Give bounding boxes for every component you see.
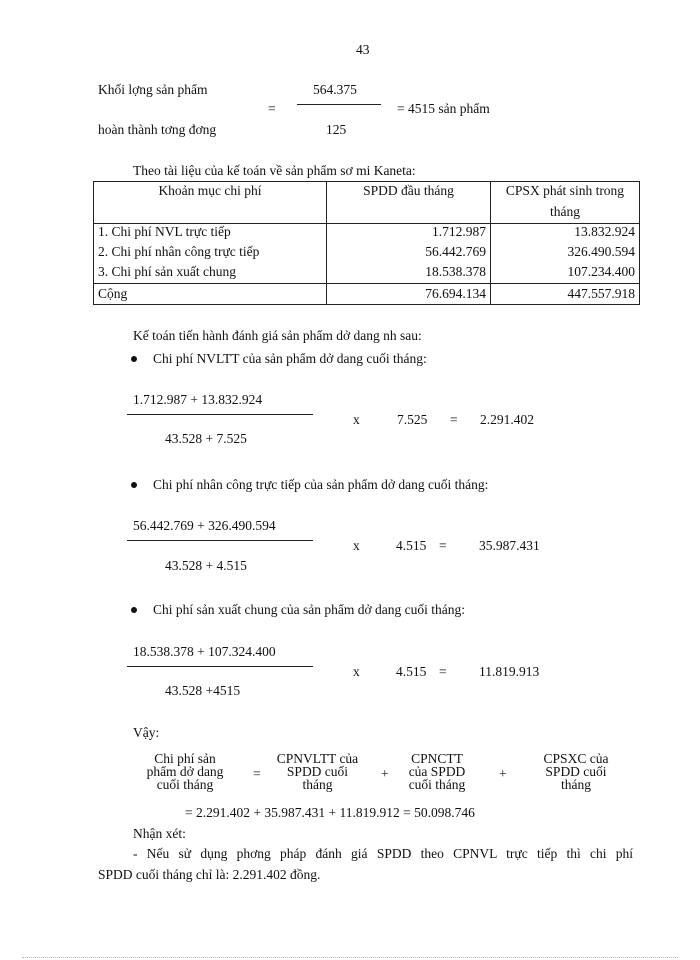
summary-term-labor: CPNCTT của SPDD cuối tháng <box>408 751 466 792</box>
table-row-incurred: 326.490.594 <box>567 244 635 259</box>
calc-equals: = <box>439 664 447 679</box>
calc-numerator: 18.538.378 + 107.324.400 <box>133 644 276 659</box>
header-incurred-cost-month: tháng <box>550 204 580 219</box>
fraction-bar <box>127 540 313 541</box>
calc-equals: = <box>439 538 447 553</box>
table-total-opening: 76.694.134 <box>425 286 486 301</box>
table-row-incurred: 13.832.924 <box>574 224 635 239</box>
formula-numerator: 564.375 <box>313 82 357 97</box>
formula-result: = 4515 sản phẩm <box>397 101 490 116</box>
page-number: 43 <box>356 42 370 57</box>
calc-numerator: 1.712.987 + 13.832.924 <box>133 392 263 407</box>
calc-denominator: 43.528 +4515 <box>165 683 241 698</box>
calc-times: x <box>353 538 360 553</box>
summary-result: = 2.291.402 + 35.987.431 + 11.819.912 = 50.098.746 <box>185 805 475 820</box>
calc-equals: = <box>450 412 458 427</box>
bullet-icon <box>131 356 137 362</box>
summary-plus: + <box>499 766 507 781</box>
assessment-intro: Kế toán tiến hành đánh giá sản phẩm dở dang nh sau: <box>133 328 422 343</box>
fraction-bar <box>297 104 381 105</box>
summary-term-overhead: CPSXC của SPDD cuối tháng <box>543 751 609 792</box>
page-bottom-divider <box>22 957 678 958</box>
calc-result: 35.987.431 <box>479 538 540 553</box>
calc-numerator: 56.442.769 + 326.490.594 <box>133 518 276 533</box>
calc-multiplier: 4.515 <box>396 538 427 553</box>
table-row-label: 1. Chi phí NVL trực tiếp <box>98 224 231 239</box>
calc-denominator: 43.528 + 4.515 <box>165 558 247 573</box>
summary-equals: = <box>253 766 261 781</box>
table-row-opening: 1.712.987 <box>432 224 486 239</box>
calc-multiplier: 4.515 <box>396 664 427 679</box>
summary-plus: + <box>381 766 389 781</box>
calc-denominator: 43.528 + 7.525 <box>165 431 247 446</box>
remarks-title: Nhận xét: <box>133 826 186 841</box>
calc-heading: Chi phí NVLTT của sản phẩm dở dang cuối tháng: <box>153 351 427 366</box>
summary-label: Vậy: <box>133 725 160 740</box>
formula-equals: = <box>268 101 276 116</box>
calc-times: x <box>353 412 360 427</box>
formula-label-line1: Khối lợng sản phẩm <box>98 82 208 97</box>
table-row-label: 2. Chi phí nhân công trực tiếp <box>98 244 260 259</box>
fraction-bar <box>127 666 313 667</box>
calc-times: x <box>353 664 360 679</box>
table-row-opening: 18.538.378 <box>425 264 486 279</box>
summary-term-total: Chi phí sản phẩm dở dang cuối tháng <box>146 751 224 792</box>
calc-result: 11.819.913 <box>479 664 540 679</box>
table-row-incurred: 107.234.400 <box>567 264 635 279</box>
calc-result: 2.291.402 <box>480 412 534 427</box>
calc-heading: Chi phí sản xuất chung của sản phẩm dở dang cuối tháng: <box>153 602 465 617</box>
remarks-line2: SPDD cuối tháng chỉ là: 2.291.402 đồng. <box>98 867 321 882</box>
table-row-label: 3. Chi phí sản xuất chung <box>98 264 236 279</box>
header-incurred-cost: CPSX phát sinh trong <box>505 183 625 198</box>
calc-heading: Chi phí nhân công trực tiếp của sản phẩm dở dang cuối tháng: <box>153 477 489 492</box>
summary-term-material: CPNVLTT của SPDD cuối tháng <box>276 751 359 792</box>
remarks-line1: - Nếu sử dụng phơng pháp đánh giá SPDD theo CPNVL trực tiếp thì chi phí <box>133 846 633 861</box>
table-total-label: Cộng <box>98 286 128 301</box>
formula-denominator: 125 <box>326 122 347 137</box>
table-total-incurred: 447.557.918 <box>567 286 635 301</box>
header-opening-wip: SPDD đầu tháng <box>363 183 454 198</box>
header-cost-item: Khoản mục chi phí <box>158 183 262 198</box>
table-row-opening: 56.442.769 <box>425 244 486 259</box>
bullet-icon <box>131 607 137 613</box>
bullet-icon <box>131 482 137 488</box>
table-intro: Theo tài liệu của kế toán về sản phẩm sơ mi Kaneta: <box>133 163 416 178</box>
fraction-bar <box>127 414 313 415</box>
formula-label-line2: hoàn thành tơng đơng <box>98 122 217 137</box>
calc-multiplier: 7.525 <box>397 412 428 427</box>
